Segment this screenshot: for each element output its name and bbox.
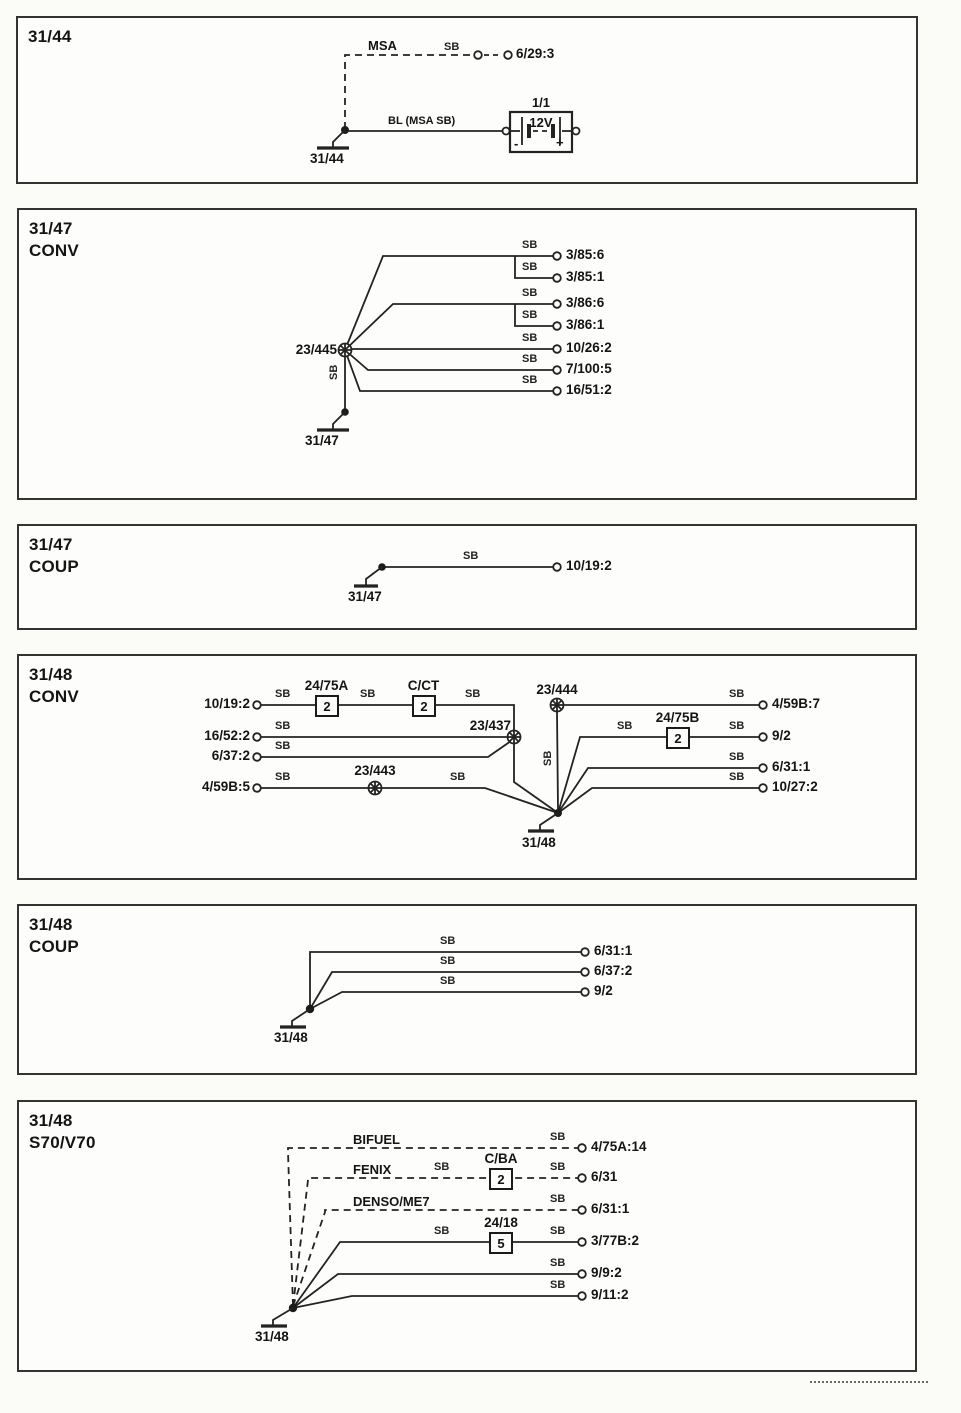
- terminal-label: 4/75A:14: [591, 1139, 647, 1154]
- terminal-label: 9/11:2: [591, 1287, 629, 1302]
- connector-pin: 2: [674, 730, 682, 746]
- terminal-label: 3/77B:2: [591, 1233, 640, 1248]
- battery-plus: +: [556, 135, 564, 150]
- connector-label: C/CT: [407, 678, 440, 693]
- ground-label: 31/48: [255, 1329, 289, 1344]
- ground-icon: [354, 567, 382, 586]
- wire-code-label: SB: [522, 332, 538, 344]
- splice-label: 23/443: [354, 763, 396, 778]
- terminal-label: 3/86:1: [566, 317, 605, 332]
- wire-code-label: SB: [444, 41, 460, 53]
- terminal-label: 3/86:6: [566, 295, 605, 310]
- terminal-label: 10/19:2: [204, 696, 250, 711]
- wire-code-label: SB: [434, 1225, 450, 1237]
- panel-title: 31/48: [29, 1111, 73, 1130]
- wiring-art: [17, 904, 917, 1075]
- system-label: BIFUEL: [353, 1132, 400, 1147]
- connector-label: 24/75A: [304, 678, 349, 693]
- wire-code-label: SB: [550, 1131, 566, 1143]
- splice-label: 23/445: [295, 342, 337, 357]
- wire-code-label: SB: [729, 751, 745, 763]
- terminal-label: 6/31:1: [591, 1201, 630, 1216]
- panel-31-47-coup: [17, 524, 917, 630]
- wire-code-label: SB: [360, 688, 376, 700]
- ground-label: 31/44: [310, 151, 344, 166]
- wire-code-label: SB: [275, 740, 291, 752]
- connector-box: [666, 727, 690, 749]
- connector-label: 24/18: [484, 1215, 518, 1230]
- terminal-label: 6/31:1: [772, 759, 811, 774]
- connector-pin: 2: [323, 698, 331, 714]
- terminal-label: 6/37:2: [594, 963, 633, 978]
- wire-code-label: SB: [275, 720, 291, 732]
- panel-title: 31/48: [29, 915, 73, 934]
- connector-label: 24/75B: [655, 710, 700, 725]
- ground-label: 31/48: [274, 1030, 308, 1045]
- wiring-art: [17, 1100, 917, 1372]
- variant-label: CONV: [29, 241, 79, 260]
- connector-pin: 5: [497, 1235, 505, 1251]
- terminal-label: 7/100:5: [566, 361, 612, 376]
- panel-title: 31/47: [29, 535, 73, 554]
- terminal-label: 6/37:2: [211, 748, 250, 763]
- system-label: FENIX: [353, 1162, 392, 1177]
- panel-border: [18, 905, 916, 1074]
- splice-icon: [369, 782, 382, 795]
- wire-code-label: SB: [522, 261, 538, 273]
- wire-code-label: SB: [550, 1193, 566, 1205]
- connector-pin: 2: [497, 1171, 505, 1187]
- wire: [293, 1296, 578, 1308]
- terminal-label: 4/59B:5: [201, 779, 250, 794]
- wiring-art: [16, 16, 918, 184]
- battery-voltage: 12V: [529, 115, 553, 130]
- wire-bifuel-dashed: [288, 1148, 578, 1306]
- terminal-label: 9/9:2: [591, 1265, 622, 1280]
- ground-label: 31/47: [348, 589, 382, 604]
- wire-code-label: SB: [522, 287, 538, 299]
- terminal-label: 10/26:2: [566, 340, 612, 355]
- wire-code-label: SB: [463, 550, 479, 562]
- wire: [310, 992, 581, 1009]
- panel-border: [18, 525, 916, 629]
- scan-artifact: [810, 1381, 928, 1383]
- terminal-label: 16/52:2: [204, 728, 250, 743]
- terminal-circle: [504, 51, 512, 59]
- connector-pin: 2: [420, 698, 428, 714]
- splice-icon: [339, 344, 352, 357]
- connector-box: [315, 695, 339, 717]
- wire-code-label: SB: [440, 935, 456, 947]
- terminal-label: 3/85:6: [566, 247, 605, 262]
- wire-code-label: SB: [275, 771, 291, 783]
- wire-code-label: SB: [617, 720, 633, 732]
- panel-31-48-s70v70: [17, 1100, 917, 1372]
- wire-code-label: SB: [522, 374, 538, 386]
- wire: [261, 788, 558, 813]
- wire-code-label: SB: [440, 955, 456, 967]
- splice-icon: [551, 699, 564, 712]
- splice-label: 23/437: [469, 718, 511, 733]
- wire-code-label: SB: [550, 1225, 566, 1237]
- terminal-label: 6/31: [591, 1169, 618, 1184]
- wire-code-label: SB: [450, 771, 466, 783]
- panel-31-48-conv: [17, 654, 917, 880]
- wire: [293, 1274, 578, 1308]
- terminal-circles: [578, 1144, 586, 1300]
- ground-label: 31/47: [305, 433, 339, 448]
- wire-code-label: SB: [729, 720, 745, 732]
- connector-box: [489, 1168, 513, 1190]
- terminal-circle: [553, 563, 561, 571]
- panel-title: 31/47: [29, 219, 73, 238]
- terminal-circles: [553, 252, 561, 395]
- variant-label: COUP: [29, 557, 79, 576]
- terminal-label: 9/2: [772, 728, 791, 743]
- battery-id: 1/1: [531, 95, 551, 110]
- variant-label: COUP: [29, 937, 79, 956]
- battery-minus: -: [514, 136, 519, 151]
- wire-code-label: SB: [542, 750, 554, 766]
- panel-border: [17, 17, 917, 183]
- wire: [558, 788, 759, 813]
- panel-31-47-conv: [17, 208, 917, 500]
- terminal-label: 10/27:2: [772, 779, 818, 794]
- connector-box: [489, 1232, 513, 1254]
- ground-icon: [528, 813, 558, 831]
- system-label: MSA: [368, 38, 397, 53]
- wire-code-label: SB: [550, 1279, 566, 1291]
- terminal-label: 6/31:1: [594, 943, 633, 958]
- connector-box: [412, 695, 436, 717]
- terminal-label: 6/29:3: [516, 46, 555, 61]
- variant-label: CONV: [29, 687, 79, 706]
- panel-31-44: [16, 16, 918, 184]
- terminal-circles: [581, 948, 589, 996]
- terminal-label: 9/2: [594, 983, 613, 998]
- wire-code-label: SB: [465, 688, 481, 700]
- wire-code-label: SB: [275, 688, 291, 700]
- system-label: DENSO/ME7: [353, 1194, 430, 1209]
- splice-label: 23/444: [536, 682, 578, 697]
- wire-code-label: SB: [522, 353, 538, 365]
- panel-border: [18, 1101, 916, 1371]
- wire-code-label: SB: [522, 239, 538, 251]
- inline-connector-circle: [474, 51, 482, 59]
- panel-31-48-coup: [17, 904, 917, 1075]
- ground-icon: [280, 1009, 310, 1027]
- wiring-art: [17, 208, 917, 500]
- wire-code-label: SB: [328, 364, 340, 380]
- connector-label: C/BA: [484, 1151, 518, 1166]
- wire-code-label: SB: [434, 1161, 450, 1173]
- terminal-label: 4/59B:7: [772, 696, 821, 711]
- wire-code-label: SB: [550, 1257, 566, 1269]
- ground-icon: [261, 1308, 293, 1326]
- terminal-label: 16/51:2: [566, 382, 612, 397]
- wire-code-label: SB: [522, 309, 538, 321]
- panel-title: 31/44: [28, 27, 72, 46]
- wire-code-label: SB: [440, 975, 456, 987]
- variant-label: S70/V70: [29, 1133, 96, 1152]
- wire-code-label: SB: [729, 771, 745, 783]
- wire-code-label: SB: [729, 688, 745, 700]
- terminal-label: 10/19:2: [566, 558, 612, 573]
- ground-label: 31/48: [522, 835, 556, 850]
- wire-code-label: SB: [550, 1161, 566, 1173]
- panel-title: 31/48: [29, 665, 73, 684]
- wire: [557, 712, 558, 809]
- wiring-art: [17, 524, 917, 630]
- wire: [261, 741, 511, 757]
- panel-border: [18, 209, 916, 499]
- terminal-label: 3/85:1: [566, 269, 605, 284]
- wire-name-label: BL (MSA SB): [388, 115, 456, 127]
